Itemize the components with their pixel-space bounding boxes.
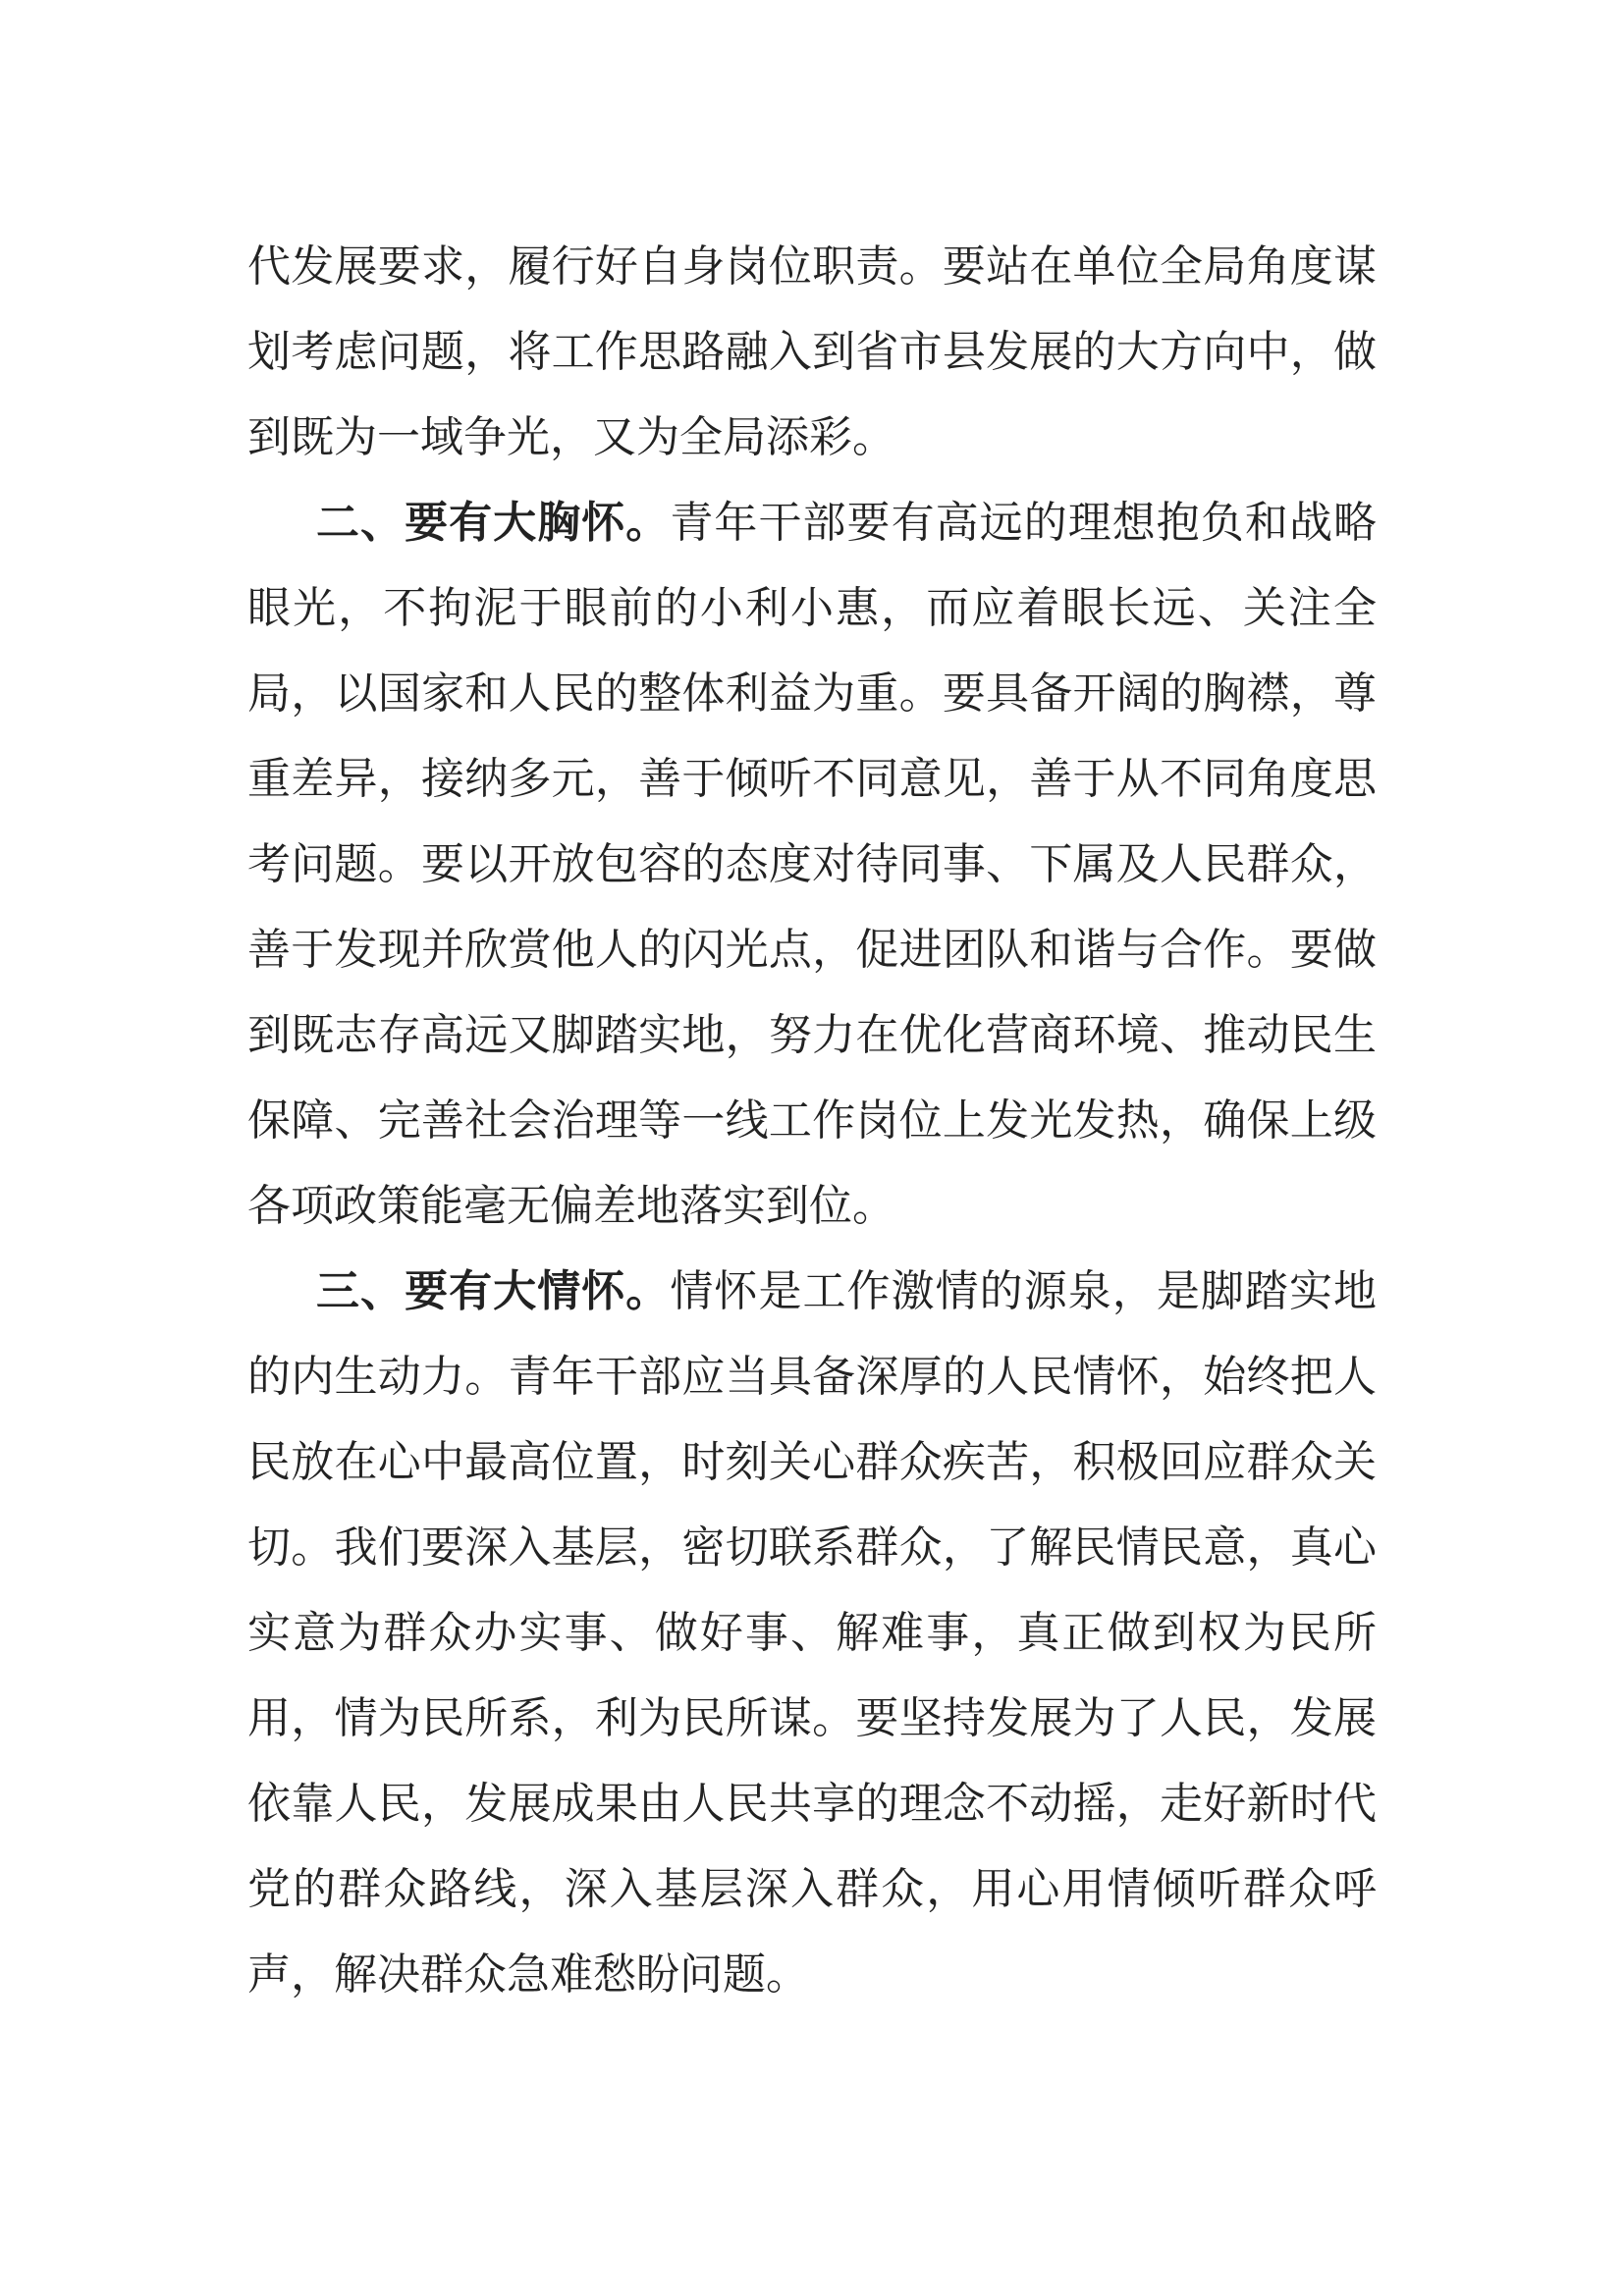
paragraph-section-2 bbox=[247, 480, 1377, 1249]
paragraph-section-3 bbox=[247, 1249, 1377, 2017]
section-heading: 二、要有大胸怀。 bbox=[316, 498, 671, 548]
document-body bbox=[247, 224, 1377, 2017]
paragraph-body: 青年干部要有高远的理想抱负和战略眼光，不拘泥于眼前的小利小惠，而应着眼长远、关注全局，以国家和人民的整体利益为重。要具备开阔的胸襟，尊重差异，接纳多元，善于倾听不同意见，善于从不同角度思考问题。要以开放包容的态度对待同事、下属及人民群众，善于发现并欣赏他人的闪光点，促进团队和谐与合作。要做到既志存高远又脚踏实地，努力在优化营商环境、推动民生保障、完善社会治理等一线工作岗位上发光发热，确保上级各项政策能毫无偏差地落实到位。 bbox=[247, 498, 1378, 1231]
paragraph-body: 情怀是工作激情的源泉，是脚踏实地的内生动力。青年干部应当具备深厚的人民情怀，始终把人民放在心中最高位置，时刻关心群众疾苦，积极回应群众关切。我们要深入基层，密切联系群众，了解民情民意，真心实意为群众办实事、做好事、解难事，真正做到权为民所用，情为民所系，利为民所谋。要坚持发展为了人民，发展依靠人民，发展成果由人民共享的理念不动摇，走好新时代党的群众路线，深入基层深入群众，用心用情倾听群众呼声，解决群众急难愁盼问题。 bbox=[247, 1266, 1378, 2000]
paragraph-body: 代发展要求，履行好自身岗位职责。要站在单位全局角度谋划考虑问题，将工作思路融入到省市县发展的大方向中，做到既为一域争光，又为全局添彩。 bbox=[247, 241, 1377, 462]
paragraph-continuation bbox=[247, 224, 1377, 480]
section-heading: 三、要有大情怀。 bbox=[316, 1266, 671, 1316]
